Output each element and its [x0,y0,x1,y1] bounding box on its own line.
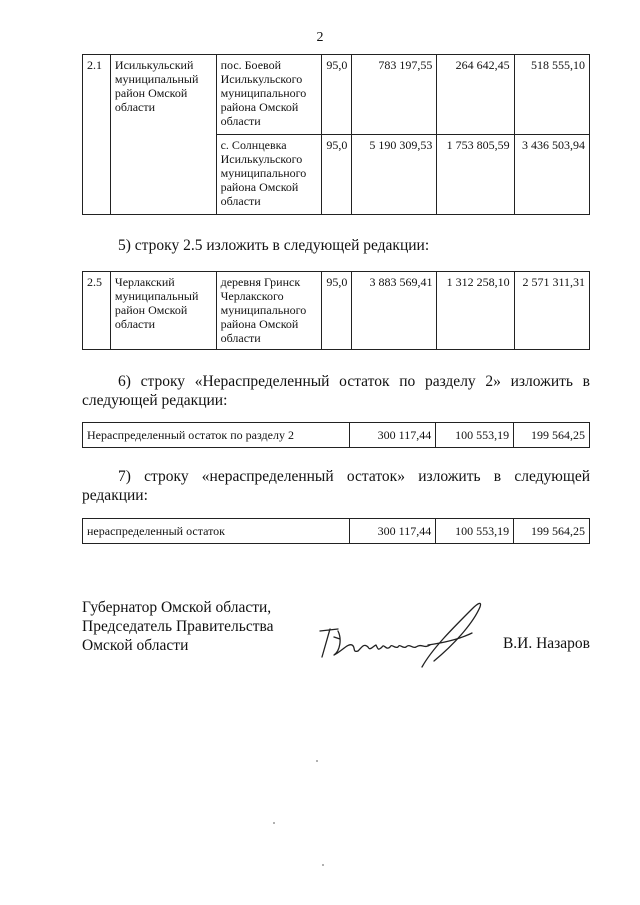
paragraph-7-text: 7) строку «нераспределенный остаток» изложить в следующей редакции: [82,468,590,504]
value1-cell: 100 553,19 [436,423,514,448]
table-row [83,519,590,544]
label-cell: нераспределенный остаток [83,519,350,544]
signer-name: В.И. Назаров [502,635,590,652]
paragraph-5 [82,236,590,255]
total-cell: 300 117,44 [350,423,436,448]
paragraph-7 [82,467,590,505]
value1-cell: 100 553,19 [436,519,514,544]
handwritten-signature [312,595,492,677]
table-row [83,423,590,448]
scan-speck [322,864,324,866]
page-number: 2 [316,30,324,45]
signer-line-1: Губернатор Омской области, [82,599,272,616]
total-cell: 783 197,55 [352,55,437,135]
total-cell: 5 190 309,53 [352,135,437,215]
settlement-cell: деревня Гринск Черлакского муниципального района Омской области [216,272,322,350]
settlement-cell: с. Солнцевка Исилькульского муниципального района Омской области [216,135,322,215]
percent-cell: 95,0 [322,135,352,215]
value1-cell: 1 312 258,10 [437,272,514,350]
total-cell: 3 883 569,41 [352,272,437,350]
value1-cell: 264 642,45 [437,55,514,135]
signer-line-2: Председатель Правительства [82,618,274,635]
value2-cell: 199 564,25 [514,519,590,544]
district-cell: Черлакский муниципальный район Омской области [110,272,216,350]
scan-speck [316,760,318,762]
value2-cell: 199 564,25 [514,423,590,448]
paragraph-6 [82,372,590,410]
label-cell: Нераспределенный остаток по разделу 2 [83,423,350,448]
paragraph-6-text: 6) строку «Нераспределенный остаток по разделу 2» изложить в следующей редакции: [82,373,590,409]
scan-speck [273,822,275,824]
percent-cell: 95,0 [322,272,352,350]
table-row [83,55,590,135]
value2-cell: 2 571 311,31 [514,272,589,350]
district-cell: Исилькульский муниципальный район Омской области [110,55,216,215]
table-row-2-1 [82,54,590,215]
value2-cell: 518 555,10 [514,55,589,135]
percent-cell: 95,0 [322,55,352,135]
table-unallocated-section-2 [82,422,590,448]
table-row [83,272,590,350]
total-cell: 300 117,44 [350,519,436,544]
settlement-cell: пос. Боевой Исилькульского муниципального района Омской области [216,55,322,135]
paragraph-5-text: 5) строку 2.5 изложить в следующей редакции: [118,237,430,254]
signer-line-3: Омской области [82,637,189,654]
row-number: 2.5 [83,272,111,350]
row-number: 2.1 [83,55,111,215]
signer-title [82,598,274,655]
value2-cell: 3 436 503,94 [514,135,589,215]
table-row-2-5 [82,271,590,350]
table-unallocated [82,518,590,544]
value1-cell: 1 753 805,59 [437,135,514,215]
